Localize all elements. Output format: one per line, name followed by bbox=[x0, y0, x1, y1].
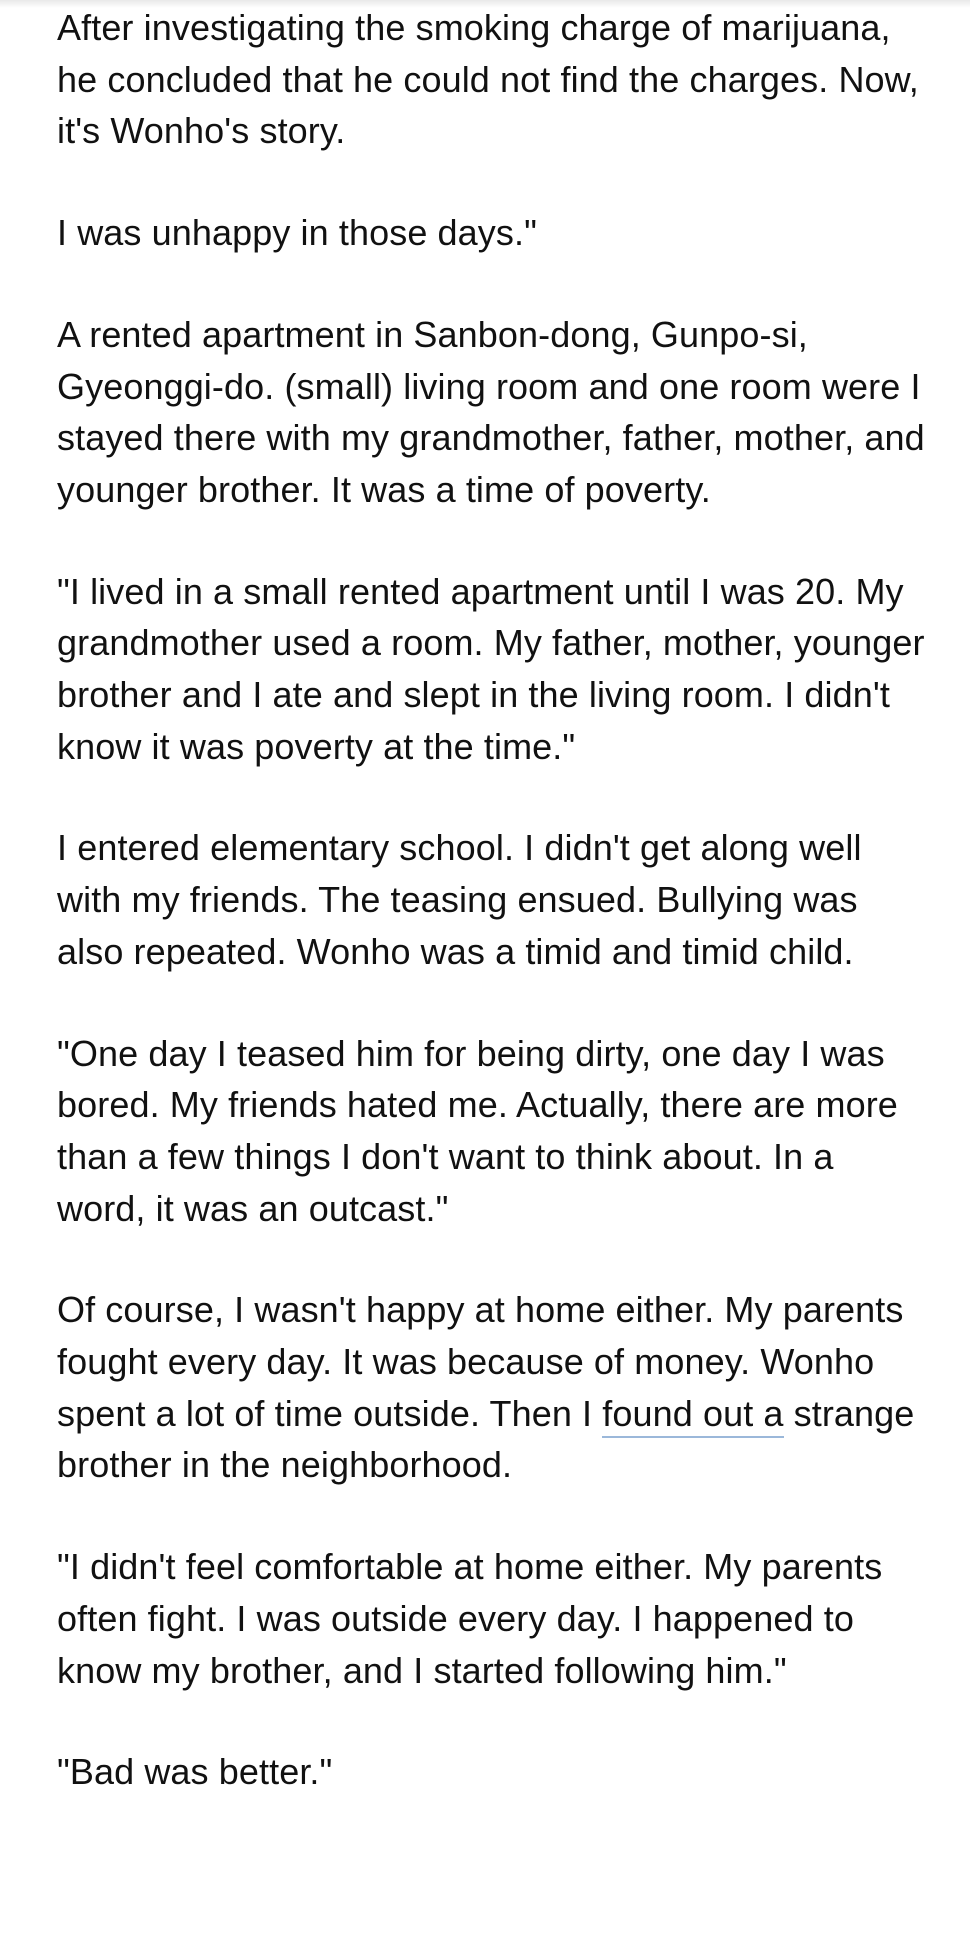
article-body bbox=[57, 2, 927, 1848]
paragraph-7-text-after: strange brother in the neighborhood. bbox=[57, 1392, 915, 1486]
paragraph-9: "Bad was better." bbox=[57, 1751, 333, 1793]
paragraph-8: "I didn't feel comfortable at home either. My parents often fight. I was outside every day. I happened to know my brother, and I started following him." bbox=[57, 1546, 883, 1691]
inline-link-found-out-a[interactable]: found out a bbox=[602, 1393, 783, 1438]
paragraph-1: After investigating the smoking charge of marijuana, he concluded that he could not find the charges. Now, it's Wonho's story. bbox=[57, 7, 919, 152]
paragraph-7 bbox=[57, 1284, 927, 1491]
paragraph-7-text-before: Of course, I wasn't happy at home either. My parents fought every day. It was because of money. Wonho spent a lot of time outside. Then I bbox=[57, 1289, 904, 1434]
paragraph-5: I entered elementary school. I didn't get along well with my friends. The teasing ensued. Bullying was also repeated. Wonho was a timid and timid child. bbox=[57, 827, 862, 972]
paragraph-3: A rented apartment in Sanbon-dong, Gunpo-si, Gyeonggi-do. (small) living room and one room were I stayed there with my grandmother, father, mother, and younger brother. It was a time of poverty. bbox=[57, 313, 925, 510]
paragraph-6: "One day I teased him for being dirty, one day I was bored. My friends hated me. Actually, there are more than a few things I don't want to think about. In a word, it was an outcast." bbox=[57, 1032, 898, 1229]
paragraph-2: I was unhappy in those days." bbox=[57, 212, 537, 254]
paragraph-4: "I lived in a small rented apartment until I was 20. My grandmother used a room. My father, mother, younger brother and I ate and slept in the living room. I didn't know it was poverty at the time." bbox=[57, 570, 925, 767]
